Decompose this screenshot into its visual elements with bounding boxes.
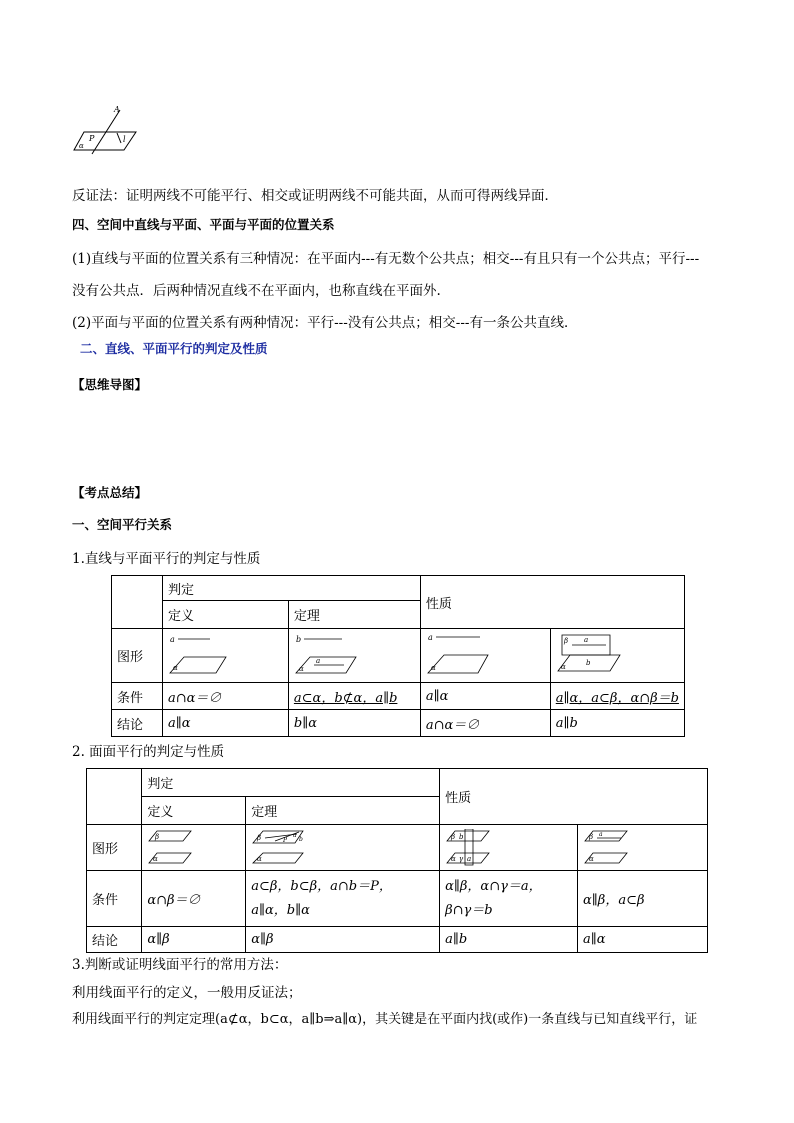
t2-fig-prop1-diagram [445,829,569,867]
t2-cond-prop2: α∥β，a⊂β [578,871,708,927]
t2-cond-prop1 [440,871,578,927]
t2-concl-def: α∥β [142,927,246,953]
t2-fig-thm-diagram [251,829,431,867]
proof-by-contradiction: 反证法：证明两线不可能平行、相交或证明两线不可能共面，从而可得两线异面． [72,188,558,204]
t1-concl-thm: b∥α [288,710,420,737]
section3-line1: 利用线面平行的定义，一般用反证法； [72,985,302,1001]
t2-cond-prop1-line2: β∩γ＝b [445,902,493,918]
label-alpha: α [79,142,84,150]
label-P: P [89,134,95,143]
line-plane-intersection-figure [72,100,152,155]
summary-label: 【考点总结】 [72,485,148,500]
t2-row-cond: 条件 [87,871,142,927]
svg-text:b: b [459,832,464,841]
t2-fig-prop1 [440,825,578,871]
t1-fig-prop2-diagram [556,633,676,679]
t1-row-fig: 图形 [112,629,163,683]
t2-header-thm: 定理 [246,797,440,825]
svg-text:b: b [299,835,304,843]
table2-title: 2. 面面平行的判定与性质 [72,744,225,760]
t2-cond-prop1-line1: α∥β，α∩γ＝a， [445,878,542,894]
section3-title: 3.判断或证明线面平行的常用方法： [72,957,288,973]
svg-text:β: β [563,636,568,645]
t1-row-cond: 条件 [112,683,163,710]
label-l: l [123,135,126,144]
chapter2-heading: 二、直线、平面平行的判定及性质 [80,341,268,356]
t1-cond-thm: a⊂α，b⊄α，a∥b [288,683,420,710]
t2-fig-def [142,825,246,871]
section4-heading: 四、空间中直线与平面、平面与平面的位置关系 [72,217,335,232]
t1-fig-def-diagram [168,633,282,679]
t1-fig-def [162,629,288,683]
svg-text:b: b [585,658,591,667]
t1-header-prop: 性质 [420,576,684,629]
t2-cond-thm-line2: a∥α，b∥α [251,902,310,918]
svg-text:α: α [589,854,594,863]
svg-text:α: α [153,854,159,863]
t1-concl-prop1: a∩α＝∅ [420,710,550,737]
s4-para1-line2: 没有公共点．后两种情况直线不在平面内，也称直线在平面外. [72,283,441,299]
svg-text:α: α [298,664,304,673]
t2-concl-prop1: a∥b [440,927,578,953]
t2-corner [87,769,142,825]
line-l [117,133,121,143]
t1-row-concl: 结论 [112,710,163,737]
t2-header-prop: 性质 [440,769,708,825]
table-plane-plane-parallel [86,768,708,953]
svg-text:α: α [451,854,456,863]
t2-cond-thm [246,871,440,927]
svg-text:a: a [427,632,433,642]
svg-text:a: a [169,634,175,644]
t2-concl-thm: α∥β [246,927,440,953]
svg-text:α: α [430,663,436,672]
svg-text:β: β [589,832,594,841]
t1-fig-prop1-diagram [426,633,544,679]
t1-cond-prop1: a∥α [420,683,550,710]
t2-fig-prop2 [578,825,708,871]
t2-fig-thm [246,825,440,871]
t2-concl-prop2: a∥α [578,927,708,953]
t2-fig-def-diagram [147,829,237,867]
svg-text:α: α [172,663,178,672]
t1-fig-thm-diagram [294,633,414,679]
mindmap-label: 【思维导图】 [72,377,148,392]
svg-text:β: β [451,832,456,841]
svg-text:a: a [293,831,297,839]
sub1-heading: 一、空间平行关系 [72,517,173,532]
table-line-plane-parallel [111,575,685,737]
t2-header-def: 定义 [142,797,246,825]
s4-para1-line1: (1)直线与平面的位置关系有三种情况：在平面内---有无数个公共点；相交---有且只有一个公共点；平行--- [72,251,700,267]
table1-title: 1.直线与平面平行的判定与性质 [72,551,261,567]
t1-cond-def: a∩α＝∅ [162,683,288,710]
t2-header-judge: 判定 [142,769,440,797]
t1-header-def: 定义 [162,601,288,629]
s4-para2: (2)平面与平面的位置关系有两种情况：平行---没有公共点；相交---有一条公共直线． [72,315,578,331]
svg-text:a: a [467,854,472,863]
svg-text:b: b [295,634,302,644]
svg-text:γ: γ [459,854,464,863]
svg-text:a: a [599,830,603,838]
t1-cond-prop2: a∥α，a⊂β，α∩β＝b [550,683,684,710]
t1-corner [112,576,163,629]
label-A: A [114,105,120,114]
section3-line2: 利用线面平行的判定定理(a⊄α，b⊂α，a∥b⇒a∥α)，其关键是在平面内找(或作)一条直线与已知直线平行，证 [72,1012,698,1027]
t2-row-concl: 结论 [87,927,142,953]
t1-fig-thm [288,629,420,683]
t1-header-thm: 定理 [288,601,420,629]
svg-text:α: α [560,662,566,671]
t1-concl-def: a∥α [162,710,288,737]
svg-text:β: β [257,833,262,842]
t2-row-fig: 图形 [87,825,142,871]
svg-text:a: a [583,635,588,644]
svg-text:β: β [155,832,160,841]
t1-fig-prop2 [550,629,684,683]
t1-header-judge: 判定 [162,576,420,601]
t2-cond-def: α∩β＝∅ [142,871,246,927]
svg-text:α: α [257,854,262,863]
t1-concl-prop2: a∥b [550,710,684,737]
t1-fig-prop1 [420,629,550,683]
t2-cond-thm-line1: a⊂β，b⊂β，a∩b＝P， [251,878,392,894]
svg-text:a: a [315,656,321,665]
t2-fig-prop2-diagram [583,829,701,867]
svg-text:P: P [283,836,288,844]
